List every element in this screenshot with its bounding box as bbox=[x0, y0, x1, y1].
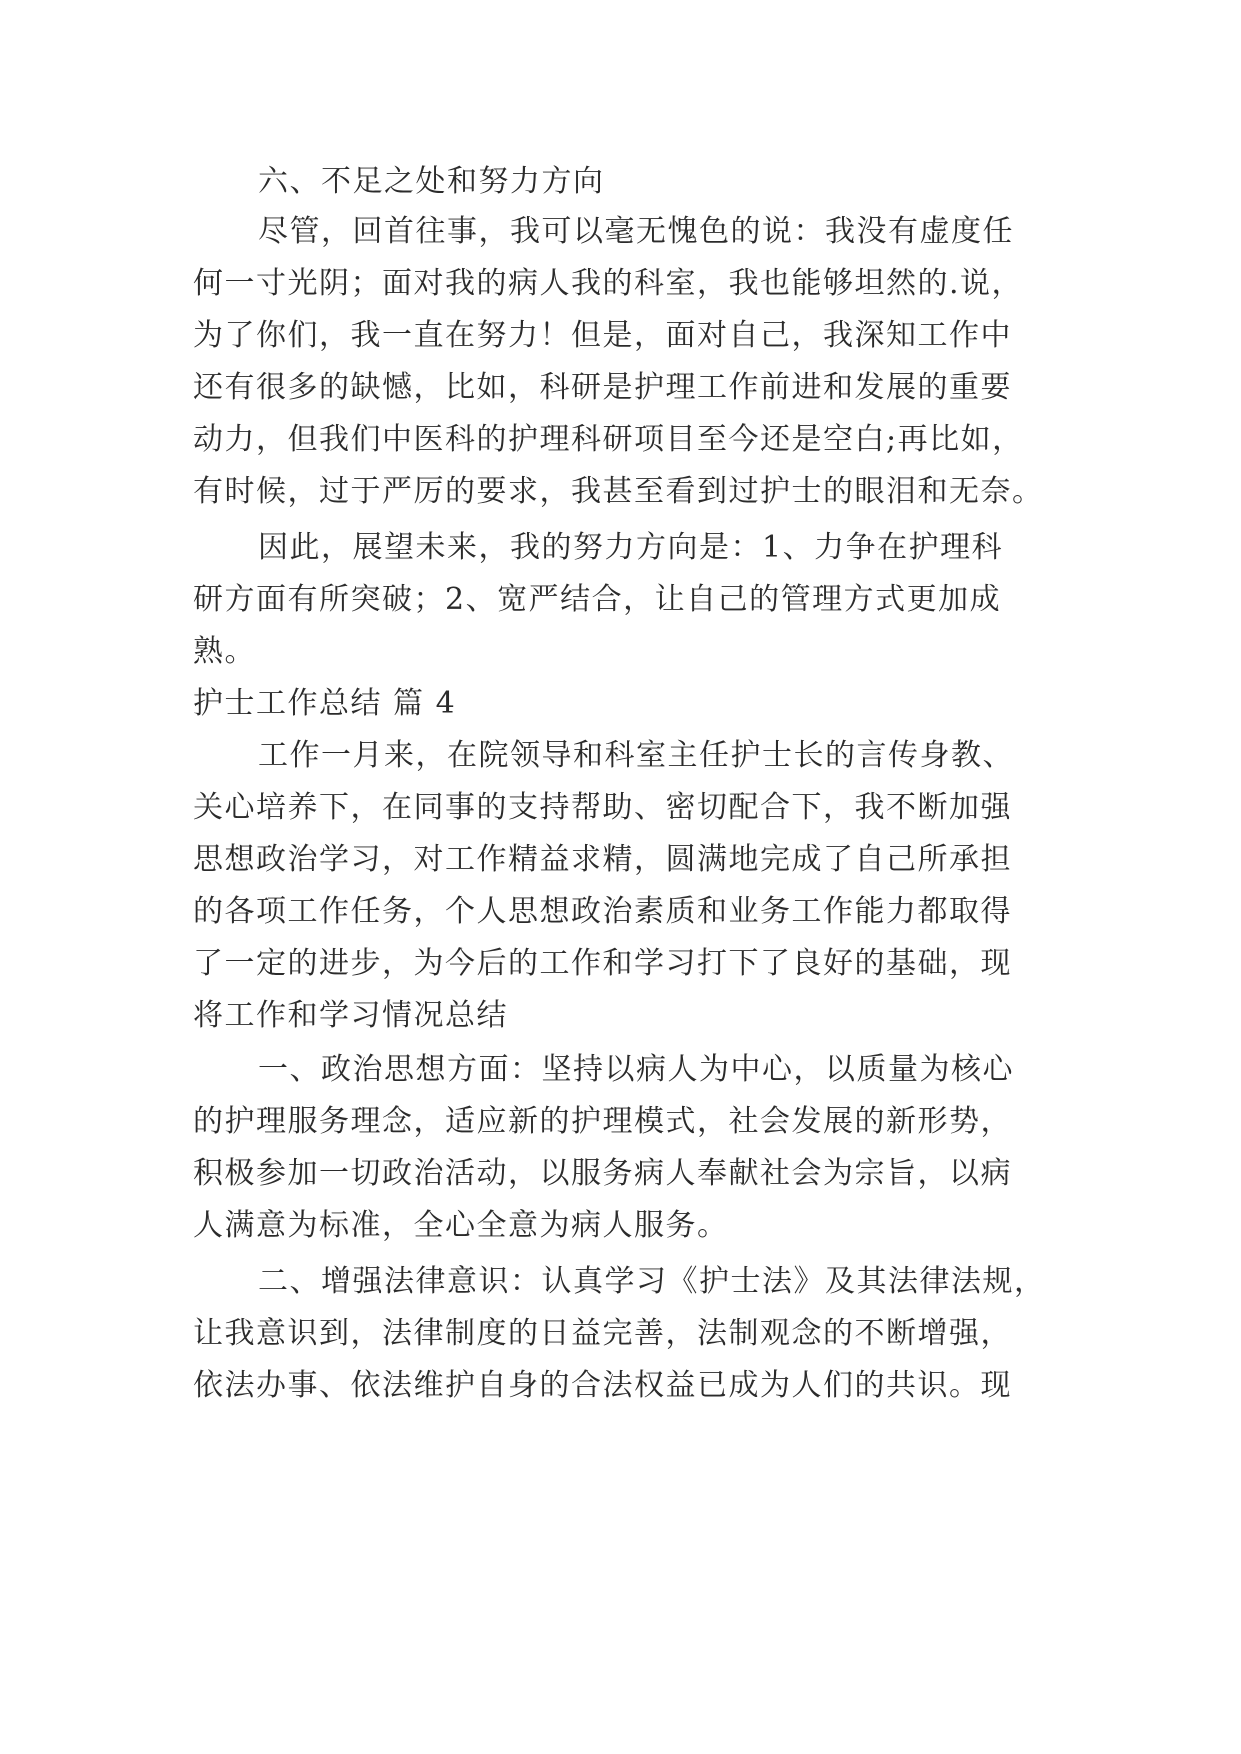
paragraph-line: 动力，但我们中医科的护理科研项目至今还是空白;再比如， bbox=[193, 422, 1024, 457]
paragraph-line: 积极参加一切政治活动，以服务病人奉献社会为宗旨，以病 bbox=[193, 1156, 1012, 1191]
paragraph-line: 的各项工作任务，个人思想政治素质和业务工作能力都取得 bbox=[193, 894, 1012, 929]
section-heading: 六、不足之处和努力方向 bbox=[258, 164, 605, 199]
paragraph-line: 的护理服务理念，适应新的护理模式，社会发展的新形势， bbox=[193, 1104, 1012, 1139]
paragraph-line: 尽管，回首往事，我可以毫无愧色的说：我没有虚度任 bbox=[258, 214, 1014, 249]
paragraph-line: 因此，展望未来，我的努力方向是：1、力争在护理科 bbox=[258, 530, 1004, 565]
paragraph-line: 为了你们，我一直在努力！但是，面对自己，我深知工作中 bbox=[193, 318, 1012, 353]
paragraph-line: 思想政治学习，对工作精益求精，圆满地完成了自己所承担 bbox=[193, 842, 1012, 877]
paragraph-line: 熟。 bbox=[193, 634, 256, 669]
paragraph-line: 何一寸光阴；面对我的病人我的科室，我也能够坦然的.说， bbox=[193, 266, 1024, 301]
paragraph-line: 研方面有所突破；2、宽严结合，让自己的管理方式更加成 bbox=[193, 582, 1002, 617]
paragraph-line: 将工作和学习情况总结 bbox=[193, 998, 508, 1033]
paragraph-line: 一、政治思想方面：坚持以病人为中心，以质量为核心 bbox=[258, 1052, 1014, 1087]
paragraph-line: 有时候，过于严厉的要求，我甚至看到过护士的眼泪和无奈。 bbox=[193, 474, 1044, 509]
paragraph-line: 关心培养下，在同事的支持帮助、密切配合下，我不断加强 bbox=[193, 790, 1012, 825]
paragraph-line: 还有很多的缺憾，比如，科研是护理工作前进和发展的重要 bbox=[193, 370, 1012, 405]
paragraph-line: 了一定的进步，为今后的工作和学习打下了良好的基础，现 bbox=[193, 946, 1012, 981]
paragraph-line: 工作一月来，在院领导和科室主任护士长的言传身教、 bbox=[258, 738, 1014, 773]
paragraph-line: 二、增强法律意识：认真学习《护士法》及其法律法规， bbox=[258, 1264, 1046, 1299]
paragraph-line: 让我意识到，法律制度的日益完善，法制观念的不断增强， bbox=[193, 1316, 1012, 1351]
paragraph-line: 人满意为标准，全心全意为病人服务。 bbox=[193, 1208, 729, 1243]
paragraph-line: 依法办事、依法维护自身的合法权益已成为人们的共识。现 bbox=[193, 1368, 1012, 1403]
article-title: 护士工作总结 篇 4 bbox=[193, 686, 457, 721]
